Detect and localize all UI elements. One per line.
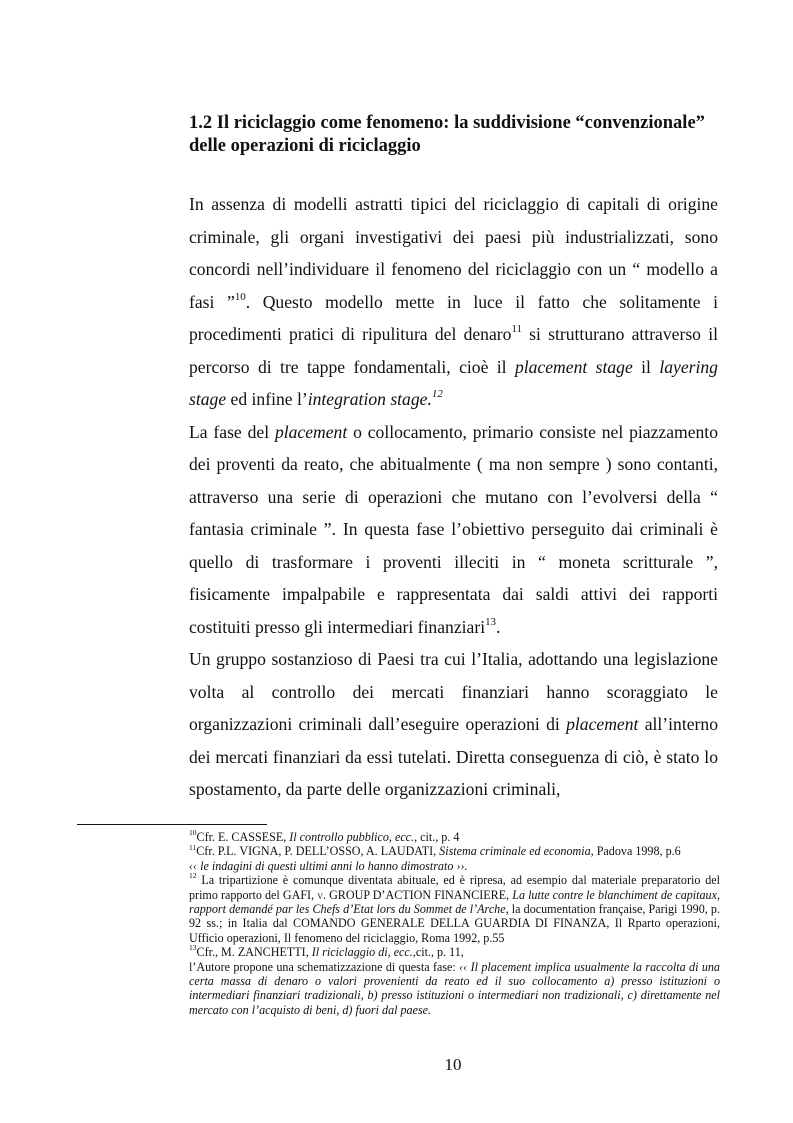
term-placement: placement (566, 714, 639, 734)
footnote-10: $^{10}$Cfr. E. CASSESE, Il controllo pubblico, ecc., cit., p. 4 (189, 828, 460, 844)
footnote-ref-10: 10 (234, 290, 246, 303)
paragraph-1: In assenza di modelli astratti tipici del riciclaggio di capitali di origine criminale, gli organi investigativi dei paesi più industrializzati, sono concordi nell’individuare il fenomeno del riciclaggio con un “ modello a fasi ”$^{10}$. Questo modello mette in luce il fatto che solitamente i procedimenti pratici di ripulitura del denaro$^{11}$ si strutturano attraverso il percorso di tre tappe fondamentali, cioè il placement stage il layering stage ed infine l’integration stage.$^{12}$ (189, 194, 718, 409)
section-heading-line-2: delle operazioni di riciclaggio (189, 136, 421, 156)
body-text (189, 188, 718, 806)
footnote-ref-12: 12 (431, 388, 443, 401)
term-placement: placement (274, 421, 348, 442)
section-heading (189, 112, 729, 158)
paragraph-2: La fase del placement o collocamento, primario consiste nel piazzamento dei proventi da reato, che abitualmente ( ma non sempre ) sono contanti, attraverso una serie di operazioni che mutano con l’evolversi della “ fantasia criminale ”. In questa fase l’obiettivo perseguito dai criminali è quello di trasformare i proventi illeciti in “ moneta scritturale ”, fisicamente impalpabile e rappresentata dai saldi attivi dei rapporti costituiti presso gli intermediari finanziari$^{13}$. (189, 421, 718, 637)
footnote-ref-13: 13 (485, 615, 496, 628)
footnote-divider (77, 824, 267, 825)
term-layering-stage: layering stage (189, 356, 718, 409)
term-integration-stage: integration stage. (307, 389, 432, 409)
footnote-12: $^{12}$ La tripartizione è comunque diventata abituale, ed è ripresa, ad esempio dal materiale preparatorio del primo rapporto del GAFI, v. GROUP D’ACTION FINANCIERE, La lutte contre le blanchiment de capitaux, rapport demandé par les Chefs d’Etat lors du Sommet de l’Arche, la documentation française, Parigi 1990, p. 92 ss.; in Italia dal COMANDO GENERALE DELLA GUARDIA DI FINANZA, Il Rparto operazioni, Ufficio operazioni, Il fenomeno del riciclaggio, Roma 1992, p.55 (189, 871, 720, 945)
footnotes (189, 830, 720, 1017)
footnote-11: $^{11}$Cfr. P.L. VIGNA, P. DELL’OSSO, A. LAUDATI, Sistema criminale ed economia, Padova 1998, p.6 ‹‹ le indagini di questi ultimi anni lo hanno dimostrato ››. (189, 842, 681, 873)
page-number: 10 (444, 1055, 462, 1074)
footnote-13: $^{13}$Cfr., M. ZANCHETTI, Il riciclaggio di, ecc.,cit., p. 11, l’Autore propone una schematizzazione di questa fase: ‹‹ Il placement implica usualmente la raccolta di una certa massa di denaro o valori provenienti da reato ed il suo collocamento a) presso istituzioni o intermediari finanziari tradizionali, b) presso istituzioni o intermediari non tradizionali, c) direttamente nel mercato con l’acquisto di beni, d) fuori dal paese. (189, 943, 720, 1017)
section-heading-line-1: 1.2 Il riciclaggio come fenomeno: la suddivisione “convenzionale” (189, 113, 705, 133)
paragraph-3: Un gruppo sostanzioso di Paesi tra cui l’Italia, adottando una legislazione volta al controllo dei mercati finanziari hanno scoraggiato le organizzazioni criminali dall’eseguire operazioni di placement all’interno dei mercati finanziari da essi tutelati. Diretta conseguenza di ciò, è stato lo spostamento, da parte delle organizzazioni criminali, (189, 649, 718, 799)
footnote-ref-11: 11 (511, 323, 522, 336)
term-placement-stage: placement stage (514, 356, 633, 377)
